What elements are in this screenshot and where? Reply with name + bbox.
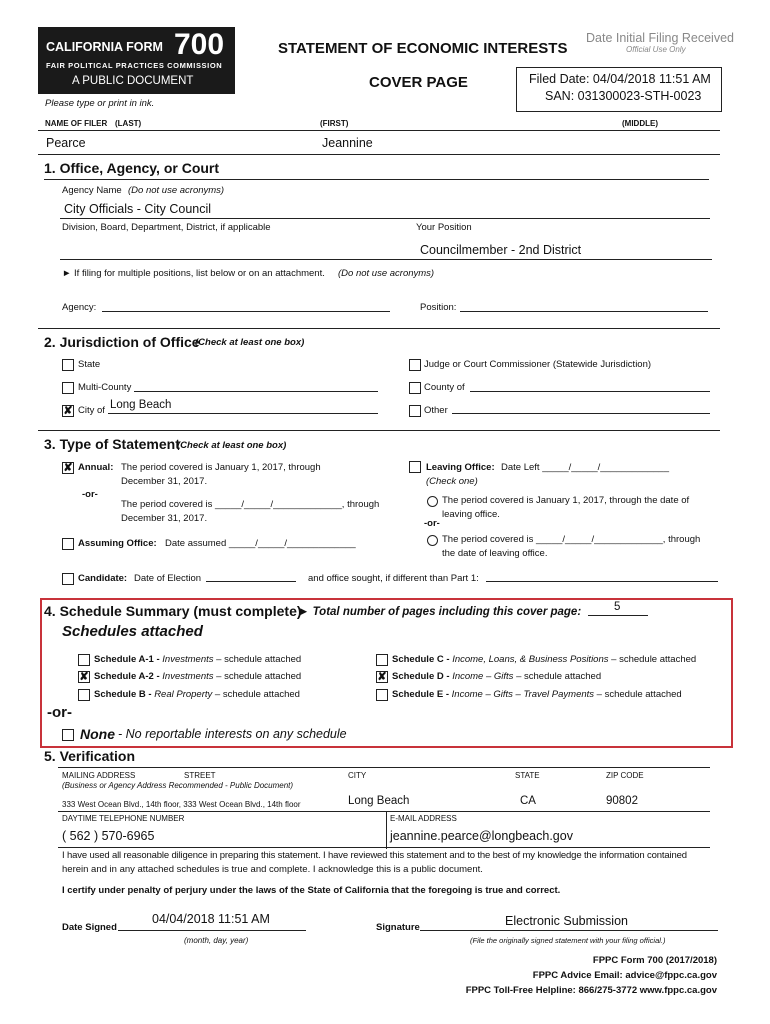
leaving-or: -or- (424, 518, 440, 529)
agency2-label: Agency: (62, 302, 97, 313)
schedule-c-label: Schedule C - Income, Loans, & Business Positions – schedule attached (392, 654, 697, 665)
total-pages-label: ► Total number of pages including this cover page: (298, 606, 582, 618)
footer-helpline: FPPC Toll-Free Helpline: 866/275-3772 www.fppc.ca.gov (465, 985, 717, 996)
business-address-note: (Business or Agency Address Recommended - Public Document) (62, 781, 294, 790)
leaving-option2-text1: The period covered is _____/_____/_____________, through (442, 534, 701, 545)
phone-field[interactable]: ( 562 ) 570-6965 (62, 829, 155, 843)
section3-hint: (Check at least one box) (177, 440, 287, 451)
diligence-text2: herein and in any attached schedules is true and complete. I acknowledge this is a public document. (62, 864, 483, 875)
first-name-label: (FIRST) (320, 119, 349, 128)
city-field[interactable]: Long Beach (110, 399, 172, 411)
first-name-field[interactable]: Jeannine (322, 136, 373, 150)
annual-text1: The period covered is January 1, 2017, through (121, 462, 321, 473)
none-text: - No reportable interests on any schedule (118, 727, 347, 741)
leaving-option2-text2: the date of leaving office. (442, 548, 548, 559)
schedule-b-checkbox[interactable] (78, 689, 90, 701)
judge-label: Judge or Court Commissioner (Statewide Jurisdiction) (424, 359, 652, 370)
signature-hint: (File the originally signed statement with your filing official.) (470, 936, 666, 945)
last-name-field[interactable]: Pearce (46, 136, 86, 150)
agency-name-label: Agency Name (62, 185, 122, 196)
date-signed-hint: (month, day, year) (184, 936, 249, 945)
schedule-e-checkbox[interactable] (376, 689, 388, 701)
zip-label: ZIP CODE (606, 771, 644, 780)
leaving-office-hint: (Check one) (426, 476, 478, 487)
zip-field[interactable]: 90802 (606, 795, 638, 807)
section3-heading: 3. Type of Statement (44, 436, 180, 452)
middle-name-label: (MIDDLE) (622, 119, 658, 128)
assuming-office-label: Assuming Office: (78, 538, 157, 549)
schedule-b-label: Schedule B - Real Property – schedule attached (94, 689, 300, 700)
schedule-or: -or- (47, 704, 72, 721)
other-label: Other (424, 405, 448, 416)
schedule-d-label: Schedule D - Income – Gifts – schedule attached (392, 671, 602, 682)
city-label: CITY (348, 771, 367, 780)
schedule-a2-checkbox[interactable]: ✘ (79, 671, 89, 683)
section2-heading: 2. Jurisdiction of Office (44, 334, 200, 350)
street-field[interactable]: 333 West Ocean Blvd., 14th floor, 333 West Ocean Blvd., 14th floor (62, 800, 301, 809)
city-label: City of (78, 405, 105, 416)
email-field[interactable]: jeannine.pearce@longbeach.gov (390, 829, 573, 843)
total-pages-field[interactable]: 5 (614, 601, 621, 613)
agency-name-field[interactable]: City Officials - City Council (64, 202, 212, 216)
city-checkbox[interactable]: ✘ (63, 405, 73, 417)
leaving-option1-text1: The period covered is January 1, 2017, through the date of (442, 495, 690, 506)
other-checkbox[interactable] (409, 405, 421, 417)
county-label: County of (424, 382, 465, 393)
state-label: STATE (515, 771, 540, 780)
annual-or: -or- (82, 489, 98, 500)
schedule-d-checkbox[interactable]: ✘ (377, 671, 387, 683)
section2-hint: (Check at least one box) (195, 337, 305, 348)
annual-label: Annual: (78, 462, 114, 473)
schedule-c-checkbox[interactable] (376, 654, 388, 666)
email-label: E-MAIL ADDRESS (390, 814, 457, 823)
san-number: SAN: 031300023-STH-0023 (545, 89, 702, 103)
form-title-box (38, 27, 235, 94)
form-number: 700 (174, 28, 225, 61)
date-signed-label: Date Signed (62, 922, 117, 933)
agency-name-hint: (Do not use acronyms) (128, 185, 225, 196)
multiple-positions-note: ► If filing for multiple positions, list below or on an attachment. (62, 268, 325, 279)
multicounty-checkbox[interactable] (62, 382, 74, 394)
candidate-office-label: and office sought, if different than Part 1: (308, 573, 479, 584)
candidate-label: Candidate: (78, 573, 128, 584)
please-type-note: Please type or print in ink. (45, 98, 155, 109)
judge-checkbox[interactable] (409, 359, 421, 371)
phone-label: DAYTIME TELEPHONE NUMBER (62, 814, 185, 823)
name-of-filer-label: NAME OF FILER (45, 119, 108, 128)
signature-field[interactable]: Electronic Submission (505, 914, 628, 928)
division-label: Division, Board, Department, District, if applicable (62, 222, 271, 233)
last-name-label: (LAST) (115, 119, 142, 128)
leaving-option1-radio[interactable] (427, 496, 438, 507)
multicounty-label: Multi-County (78, 382, 132, 393)
city-field[interactable]: Long Beach (348, 795, 410, 807)
position2-label: Position: (420, 302, 457, 313)
section1-heading: 1. Office, Agency, or Court (44, 160, 220, 176)
annual-text4: December 31, 2017. (121, 513, 208, 524)
signature-label: Signature (376, 922, 420, 933)
schedule-e-label: Schedule E - Income – Gifts – Travel Payments – schedule attached (392, 689, 682, 700)
candidate-election-label: Date of Election (134, 573, 202, 584)
county-checkbox[interactable] (409, 382, 421, 394)
assuming-office-text: Date assumed _____/_____/_____________ (165, 538, 356, 549)
schedule-a2-label: Schedule A-2 - Investments – schedule attached (94, 671, 302, 682)
filed-date: Filed Date: 04/04/2018 11:51 AM (529, 72, 711, 86)
footer-form: FPPC Form 700 (2017/2018) (592, 955, 717, 966)
section4-heading: 4. Schedule Summary (must complete) (44, 603, 302, 619)
leaving-office-label: Leaving Office: (426, 462, 495, 473)
diligence-text1: I have used all reasonable diligence in preparing this statement. I have reviewed this statement and to the best of my knowledge the information contained (62, 850, 687, 861)
date-received-label: Date Initial Filing Received (586, 31, 734, 45)
page-subtitle: COVER PAGE (369, 74, 468, 91)
candidate-checkbox[interactable] (62, 573, 74, 585)
certify-text: I certify under penalty of perjury under the laws of the State of California that the foregoing is true and correct. (62, 885, 561, 896)
page-title: STATEMENT OF ECONOMIC INTERESTS (278, 40, 568, 57)
none-label: None (80, 726, 115, 742)
annual-text3: The period covered is _____/_____/_____________, through (121, 499, 380, 510)
state-field[interactable]: CA (520, 795, 536, 807)
form-label: CALIFORNIA FORM (46, 40, 163, 54)
commission-name: FAIR POLITICAL PRACTICES COMMISSION (46, 61, 223, 70)
footer-advice-email: FPPC Advice Email: advice@fppc.ca.gov (532, 970, 717, 981)
leaving-option1-text2: leaving office. (442, 509, 500, 520)
state-checkbox[interactable] (62, 359, 74, 371)
annual-text2: December 31, 2017. (121, 476, 208, 487)
your-position-label: Your Position (416, 222, 472, 233)
leaving-office-checkbox[interactable] (409, 461, 421, 473)
section5-heading: 5. Verification (44, 748, 136, 764)
date-signed-field[interactable]: 04/04/2018 11:51 AM (152, 912, 270, 926)
state-label: State (78, 359, 101, 370)
schedule-a1-label: Schedule A-1 - Investments – schedule attached (94, 654, 302, 665)
annual-checkbox[interactable]: ✘ (63, 462, 73, 474)
schedule-a1-checkbox[interactable] (78, 654, 90, 666)
leaving-option2-radio[interactable] (427, 535, 438, 546)
none-checkbox[interactable] (62, 729, 74, 741)
leaving-office-text: Date Left _____/_____/_____________ (501, 462, 669, 473)
multiple-positions-hint: (Do not use acronyms) (338, 268, 435, 279)
position-field[interactable]: Councilmember - 2nd District (420, 243, 582, 257)
mailing-address-label: MAILING ADDRESS (62, 771, 136, 780)
official-use-label: Official Use Only (626, 45, 686, 54)
public-document-label: A PUBLIC DOCUMENT (72, 75, 194, 87)
assuming-office-checkbox[interactable] (62, 538, 74, 550)
schedules-attached-heading: Schedules attached (62, 623, 203, 640)
filed-date-box (516, 67, 722, 112)
street-label: STREET (184, 771, 216, 780)
